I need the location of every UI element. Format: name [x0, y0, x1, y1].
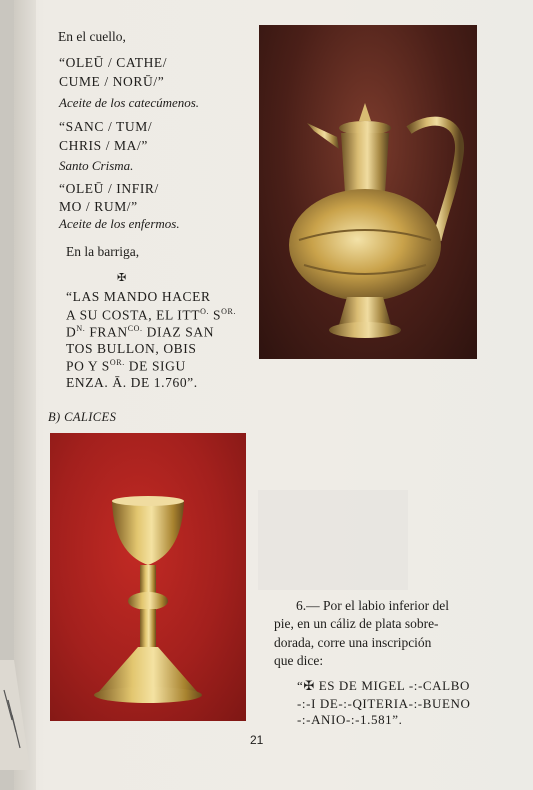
item-6-inscription-line-2: -:-I DE-:-QITERIA-:-BUENO	[297, 696, 471, 711]
adjacent-page-fragment	[0, 660, 30, 770]
item-6-line-1: 6.— Por el labio inferior del	[296, 598, 449, 613]
belly-label: En la barriga,	[66, 244, 140, 259]
item-6-inscription-line-3: -:-ANIO-:-1.581”.	[297, 712, 403, 727]
inscription-3-line-2: MO / RUM/”	[59, 199, 138, 214]
inscription-1-line-1: “OLEŪ / CATHE/	[59, 55, 168, 70]
chalice-illustration	[50, 433, 246, 721]
inscription-1-translation: Aceite de los catecúmenos.	[59, 95, 200, 110]
belly-inscription-line-3: $D^{N.}$ $FRAN^{CO.}$ DIAZ SAN	[66, 324, 215, 340]
inscription-3-line-1: “OLEŪ / INFIR/	[59, 181, 159, 196]
belly-inscription-line-6: ENZA. Ā. DE 1.760”.	[66, 375, 198, 390]
inscription-1-line-2: CUME / NORŪ/”	[59, 74, 165, 89]
belly-inscription-line-5: PO Y $S^{OR.}$ DE SIGU	[66, 358, 186, 374]
inscription-2-line-2: CHRIS / MA/”	[59, 138, 148, 153]
ewer-illustration	[259, 25, 477, 359]
section-heading: B) CALICES	[48, 410, 117, 424]
belly-inscription-line-2: A SU COSTA, EL $ITT^{O.}$ $S^{OR.}$	[66, 307, 237, 323]
intro-text: En el cuello,	[58, 29, 126, 44]
item-6-line-4: que dice:	[274, 653, 324, 668]
cross-icon: ✠	[117, 272, 127, 284]
belly-inscription-line-4: TOS BULLON, OBIS	[66, 341, 197, 356]
inscription-3-translation: Aceite de los enfermos.	[59, 216, 180, 231]
page-number: 21	[250, 733, 264, 747]
inscription-2-line-1: “SANC / TUM/	[59, 119, 153, 134]
inscription-2-translation: Santo Crisma.	[59, 158, 134, 173]
photo-silver-ewer	[259, 25, 477, 359]
item-6-line-2: pie, en un cáliz de plata sobre-	[274, 616, 439, 631]
show-through-shadow	[258, 490, 408, 590]
item-6-line-3: dorada, corre una inscripción	[274, 635, 432, 650]
belly-inscription-line-1: “LAS MANDO HACER	[66, 289, 211, 304]
photo-chalice	[50, 433, 246, 721]
item-6-inscription-line-1: “✠ ES DE MIGEL -:-CALBO	[297, 678, 470, 693]
adjacent-page-edge-graphic	[0, 660, 30, 770]
